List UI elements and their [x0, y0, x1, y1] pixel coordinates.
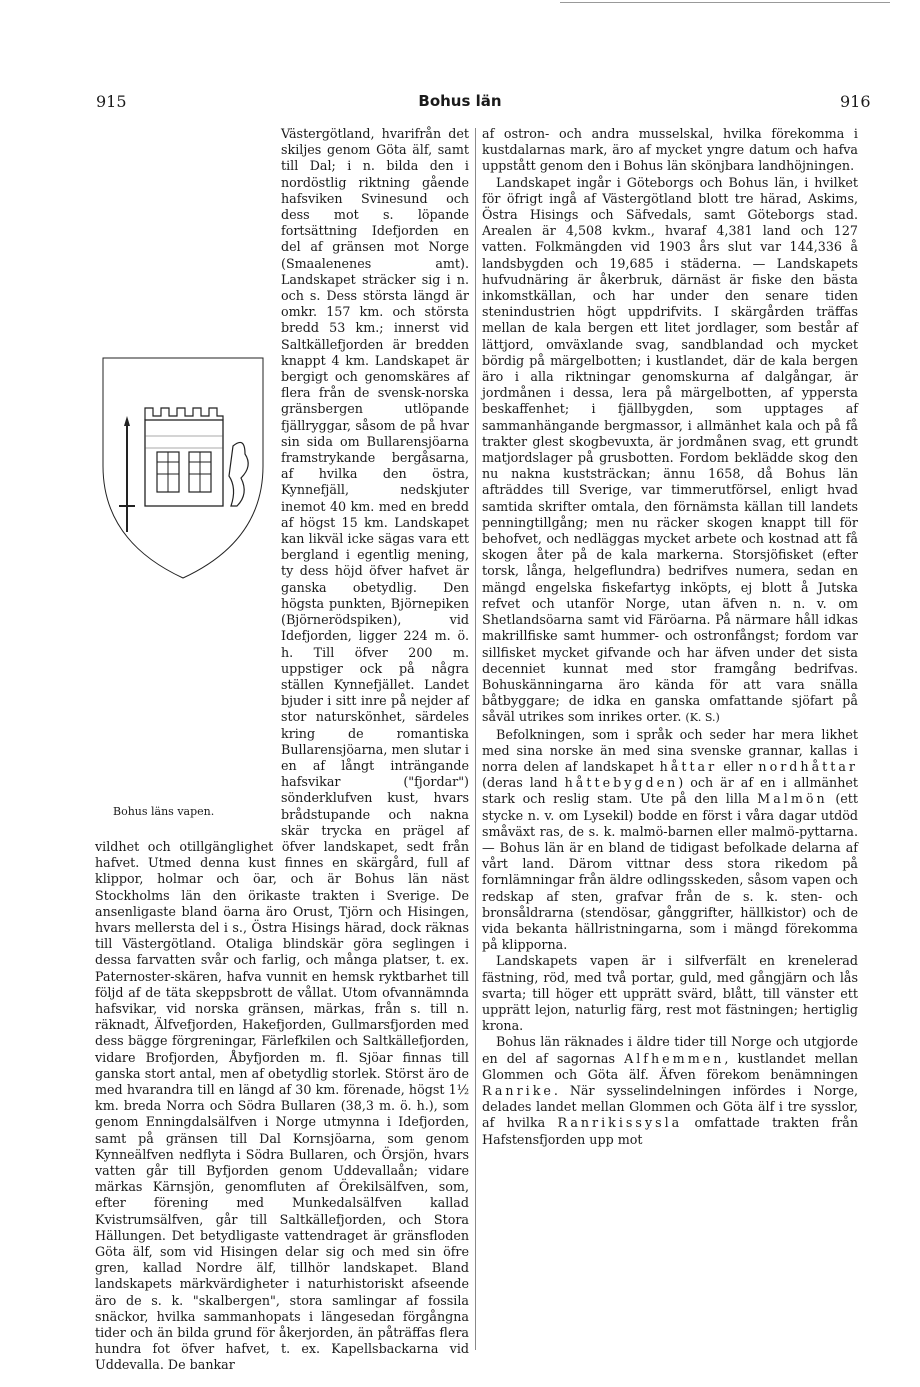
- paragraph-text: Befolkningen, som i språk och seder har mera likhet med sina norske än med sina svenske grannar, kallas i norra delen af landskapet: [482, 726, 858, 774]
- right-paragraph-3: [482, 727, 858, 954]
- spaced-term: håttebygden: [564, 775, 679, 791]
- right-paragraph-4: Landskapets vapen är i silfverfält en krenelerad fästning, röd, med två portar, guld, med gångjärn och lås svarta; till höger ett upprätt svärd, blått, till vänster ett upprätt lejon, naturlig färg, rest mot fästningen; hertiglig krona.: [482, 953, 858, 1034]
- page-number-left: 915: [96, 92, 127, 111]
- running-title: Bohus län: [418, 92, 502, 110]
- coat-of-arms-caption: Bohus läns vapen.: [113, 805, 215, 818]
- spaced-term: Ranrikissysla: [557, 1115, 683, 1131]
- paragraph-text: Landskapet ingår i Göteborgs och Bohus län, i hvilket för öfrigt ingå af Västergötland blott tre härad, Askims, Östra Hisings och Säfvedals, samt Göteborgs stad. Arealen är 4,508 kvkm., hvaraf 4,381 land och 127 vatten. Folkmängden vid 1903 års slut var 144,336 å landsbygden och 19,685 i städerna. — Landskapets hufvudnäring är åkerbruk, därnäst är fiske den bästa inkomstkällan, och har under den senare tiden stenindustrien högt uppdrifvits. I skärgården träffas mellan de kala bergen ett litet jordlager, som består af lättjord, omväxlande svag, sandblandad och mycket bördig på märgelbotten; i kustlandet, där de kala bergen äro i alla riktningar genomskurna af dalgångar, är jordmånen i dessa, lera på märgelbotten, af yppersta beskaffenhet; i fjällbygden, som upptages af sammanhängande bergmassor, i allmänhet kala och på få trakter glest skogbevuxta, är jordmånen svag, ett grundt matjordslager på grusbotten. Fordom beklädde skog den nu nakna kuststräckan; ännu 1658, då Bohus län afträddes till Sverige, var timmerutförsel, enligt hvad samtida skrifter omtala, den förnämsta källan till landets penningtillgång; men nu räcker skogen knappt till för behofvet, och nedläggas mycket arbete och kostnad att få skogen åter på de kala markerna. Storsjöfisket (efter torsk, långa, helgeflundra) bedrifves numera, sedan en mängd engelska fiskefartyg inköpts, ej blott å Jutska refvet och utanför Norge, utan äfven n. n. v. om Shetlandsöarna samt vid Färöarna. På närmare håll idkas makrillfiske samt hummer- och ostronfångst; fordom var sillfisket mycket gifvande och har äfven under det sista decenniet kunnat med stor framgång bedrifvas. Bohuskänningarna äro kända för att vara snälla båtbyggare; de idka en ganska omfattande sjöfart på såväl utrikes som inrikes orter.: [482, 174, 858, 725]
- spaced-term: nordhåttar: [758, 758, 858, 774]
- right-paragraph-1: af ostron- och andra musselskal, hvilka förekomma i kustdalarnas mark, äro af mycket yngre datum och hafva uppstått genom den i Bohus län skönjbara landhöjningen.: [482, 126, 858, 174]
- paragraph-text: (ett stycke n. v. om Lysekil) bodde en först i våra dagar utdöd småväxt ras, de s. k. malmö-barnen eller malmö-pyttarna. — Bohus län är en bland de tidigast befolkade delarna af vårt land. Därom vittnar dess stora rikedom på fornlämningar från äldre odlingsskeden, såsom vapen och redskap af sten, grafvar från de s. k. sten- och bronsåldrarna (stendösar, gånggrifter, hällkistor) och de vida bekanta hällristningarna, som i mängd förekomma på klipporna.: [482, 791, 858, 953]
- spaced-term: Alfhemmen: [624, 1050, 725, 1066]
- left-paragraph: Västergötland, hvarifrån det skiljes genom Göta älf, samt till Dal; i n. bilda den i nordöstlig riktning gående hafsviken Svinesund och dess mot s. löpande fortsättning Idefjorden en del af gränsen mot Norge (Smaalenenes amt). Landskapet sträcker sig i n. och s. Dess största längd är omkr. 157 km. och största bredd 53 km.; innerst vid Saltkällefjorden är bredden knappt 4 km. Landskapet är bergigt och genomskäres af flera från de svensk-norska gränsbergen utlöpande fjällryggar, såsom de på hvar sin sida om Bullarensjöarna framstrykande bergåsarna, af hvilka den östra, Kynnefjäll, nedskjuter inemot 40 km. med en bredd af högst 15 km. Landskapet kan likväl icke sägas vara ett bergland i egentlig mening, ty dess höjd öfver hafvet är ganska obetydlig. Den högsta punkten, Björnepiken (Björnerödspiken), vid Idefjorden, ligger 224 m. ö. h. Till öfver 200 m. uppstiger ock på några ställen Kynnefjället. Landet bjuder i sitt inre på nejder af stor naturskönhet, särdeles kring de romantiska Bullarensjöarna, men slutar i en af långt inträngande hafsvikar ("fjordar") sönderklufven kust, hvars brådstupande och nakna skär trycka en prägel af vildhet och otillgänglighet öfver landskapet, sedt från hafvet. Utmed denna kust finnes en skärgård, full af klippor, holmar och öar, och är Bohus län näst Stockholms län den örikaste trakten i Sverige. De ansenligaste bland öarna äro Orust, Tjörn och Hisingen, hvars mellersta del i s., Östra Hisings härad, dock räknas till Västergötland. Otaliga blindskär göra seglingen i dessa farvatten svår och farlig, och många platser, t. ex. Paternoster-skären, hafva vunnit en hemsk ryktbarhet till följd af de täta skeppsbrott de vållat. Utom ofvannämnda hafsvikar, vid norska gränsen, märkas, från s. till n. räknadt, Älfvefjorden, Hakefjorden, Gullmarsfjorden med dess bägge förgreningar, Färlefkilen och Saltkällefjorden, vidare Brofjorden, Åbyfjorden m. fl. Sjöar finnas till ganska stort antal, men af obetydlig storlek. Störst äro de med hvarandra till en längd af 30 km. förenade, högst 1½ km. breda Norra och Södra Bullaren (38,3 m. ö. h.), som genom Enningdalsälfven i Norge utmynna i Idefjorden, samt på gränsen till Dal Kornsjöarna, som genom Kynneälfven nedflyta i Södra Bullaren, och Örsjön, hvars vatten går till Byfjorden genom Uddevallaån; vidare märkas Kärnsjön, genomfluten af Örekilsälfven, som, efter förening med Munkedalsälfven kallad Kvistrumsälfven, går till Saltkällefjorden, och Stora Hällungen. Det betydligaste vattendraget är gränsfloden Göta älf, som vid Hisingen delar sig och med sin öfre gren, kallad Nordre älf, tillhör landskapet. Bland landskapets märkvärdigheter i naturhistoriskt afseende äro de s. k. "skalbergen", stora samlingar af fossila snäckor, hvilka sammanhopats i längesedan förgångna tider och än bilda grund för åkerjorden, än påträffas flera hundra fot öfver hafvet, t. ex. Kapellsbackarna vid Uddevalla. De bankar: [95, 126, 469, 1373]
- coat-of-arms-icon: [95, 356, 271, 581]
- paragraph-text: omfattade trakten från Hafstensfjorden upp mot: [482, 1115, 858, 1147]
- top-rule: [560, 2, 890, 3]
- paragraph-text: Bohus län räknades i äldre tider till Norge och utgjorde en del af sagornas: [482, 1034, 858, 1066]
- coat-of-arms-figure: [95, 348, 275, 834]
- spaced-term: Malmön: [757, 791, 828, 807]
- author-signature: (K. S.): [685, 711, 720, 725]
- paragraph-text: (deras land: [482, 775, 558, 791]
- paragraph-text: eller: [723, 758, 753, 774]
- paragraph-text: , kustlandet mellan Glommen och Göta älf. Äfven förekom benämningen: [482, 1050, 858, 1082]
- left-column: [95, 126, 469, 1374]
- page-number-right: 916: [840, 92, 871, 111]
- right-column: [482, 126, 858, 1148]
- spaced-term: håttar: [659, 758, 718, 774]
- column-rule: [475, 128, 476, 1350]
- paragraph-text: ) och är af en i allmänhet stark och reslig stam. Ute på den lilla: [482, 775, 858, 807]
- right-paragraph-2: [482, 175, 858, 727]
- right-paragraph-5: [482, 1034, 858, 1147]
- spaced-term: Ranrike: [482, 1082, 554, 1098]
- paragraph-text: . När sysselindelningen infördes i Norge, delades landet mellan Glommen och Göta älf i tre sysslor, af hvilka: [482, 1082, 858, 1131]
